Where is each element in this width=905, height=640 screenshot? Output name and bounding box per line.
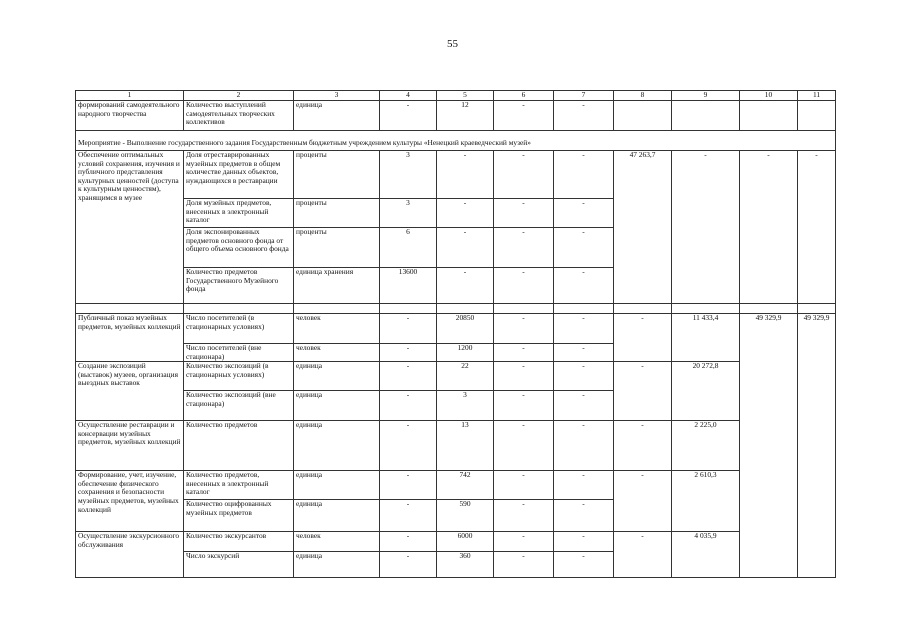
empty-cell xyxy=(437,304,494,314)
table-row xyxy=(76,304,836,314)
empty-cell xyxy=(740,304,798,314)
value-cell: - xyxy=(494,552,554,578)
value-cell: - xyxy=(554,362,614,391)
value-cell: - xyxy=(380,101,437,131)
financing-cell: - xyxy=(798,151,836,304)
value-cell xyxy=(798,101,836,131)
value-cell: - xyxy=(494,199,554,228)
value-cell: - xyxy=(554,391,614,421)
column-number: 5 xyxy=(437,91,494,101)
value-cell: - xyxy=(380,314,437,344)
total-cell: 49 329,9 xyxy=(798,314,836,578)
empty-cell xyxy=(76,304,184,314)
unit-cell: единица xyxy=(294,391,380,421)
unit-cell: единица хранения xyxy=(294,268,380,304)
value-cell: - xyxy=(380,344,437,362)
value-cell: - xyxy=(380,391,437,421)
empty-cell xyxy=(184,304,294,314)
value-cell xyxy=(614,101,672,131)
value-cell: - xyxy=(380,500,437,532)
value-cell: 3 xyxy=(380,199,437,228)
empty-cell xyxy=(554,304,614,314)
table-row xyxy=(76,362,836,391)
financing-cell: - xyxy=(740,151,798,304)
activity-cell: Создание экспозиций (выставок) музеев, организация выездных выставок xyxy=(76,362,184,421)
value-cell: - xyxy=(380,421,437,471)
column-number: 10 xyxy=(740,91,798,101)
indicator-cell: Количество предметов Государственного Музейного фонда xyxy=(184,268,294,304)
value-cell: 1200 xyxy=(437,344,494,362)
activity-cell: Осуществление реставрации и консервации музейных предметов, музейных коллекций xyxy=(76,421,184,471)
indicator-cell: Количество экскурсантов xyxy=(184,532,294,552)
value-cell: - xyxy=(494,151,554,199)
column-number: 8 xyxy=(614,91,672,101)
unit-cell: единица xyxy=(294,471,380,500)
value-cell: 3 xyxy=(380,151,437,199)
indicator-cell: Доля экспонированных предметов основного фонда от общего объема основного фонда xyxy=(184,228,294,268)
unit-cell: проценты xyxy=(294,151,380,199)
column-number: 7 xyxy=(554,91,614,101)
value-cell: - xyxy=(554,471,614,500)
value-cell: - xyxy=(554,500,614,532)
page-number: 55 xyxy=(447,38,458,50)
financing-cell: - xyxy=(614,314,672,362)
column-number: 3 xyxy=(294,91,380,101)
value-cell: 20850 xyxy=(437,314,494,344)
empty-cell xyxy=(798,304,836,314)
table-row xyxy=(76,421,836,471)
value-cell: - xyxy=(494,268,554,304)
financing-cell: - xyxy=(614,532,672,578)
value-cell: 360 xyxy=(437,552,494,578)
value-cell: - xyxy=(380,532,437,552)
unit-cell: единица xyxy=(294,101,380,131)
value-cell: - xyxy=(437,199,494,228)
indicator-cell: Число посетителей (в стационарных условиях) xyxy=(184,314,294,344)
table-body xyxy=(76,91,836,578)
indicator-cell: Количество предметов, внесенных в электронный каталог xyxy=(184,471,294,500)
empty-cell xyxy=(614,304,672,314)
value-cell: - xyxy=(494,228,554,268)
indicator-cell: Доля музейных предметов, внесенных в электронный каталог xyxy=(184,199,294,228)
unit-cell: человек xyxy=(294,532,380,552)
column-number: 1 xyxy=(76,91,184,101)
value-cell: - xyxy=(494,500,554,532)
value-cell xyxy=(672,101,740,131)
value-cell: - xyxy=(494,362,554,391)
table-row xyxy=(76,151,836,199)
value-cell: 6 xyxy=(380,228,437,268)
value-cell: 742 xyxy=(437,471,494,500)
value-cell: 22 xyxy=(437,362,494,391)
indicator-cell: Количество оцифрованных музейных предметов xyxy=(184,500,294,532)
unit-cell: человек xyxy=(294,314,380,344)
activity-cell: Осуществление экскурсионного обслуживания xyxy=(76,532,184,578)
activity-cell: Публичный показ музейных предметов, музейных коллекций xyxy=(76,314,184,362)
value-cell: 13 xyxy=(437,421,494,471)
unit-cell: единица xyxy=(294,552,380,578)
unit-cell: единица xyxy=(294,362,380,391)
table-row xyxy=(76,532,836,552)
indicator-cell: Количество экспозиций (вне стационара) xyxy=(184,391,294,421)
financing-cell: 2 610,3 xyxy=(672,471,740,532)
indicator-cell: Количество экспозиций (в стационарных условиях) xyxy=(184,362,294,391)
value-cell: - xyxy=(554,344,614,362)
financing-cell: 20 272,8 xyxy=(672,362,740,421)
unit-cell: проценты xyxy=(294,199,380,228)
program-table xyxy=(75,90,836,578)
activity-cell: формирований самодеятельного народного творчества xyxy=(76,101,184,131)
financing-cell: - xyxy=(614,421,672,471)
value-cell: - xyxy=(380,362,437,391)
value-cell: - xyxy=(380,471,437,500)
unit-cell: единица xyxy=(294,500,380,532)
value-cell: - xyxy=(437,151,494,199)
value-cell: - xyxy=(554,199,614,228)
column-number: 2 xyxy=(184,91,294,101)
value-cell: - xyxy=(554,532,614,552)
unit-cell: единица xyxy=(294,421,380,471)
table-row xyxy=(76,314,836,344)
empty-cell xyxy=(294,304,380,314)
value-cell: 12 xyxy=(437,101,494,131)
value-cell: 13600 xyxy=(380,268,437,304)
event-title: Мероприятие - Выполнение государственного задания Государственным бюджетным учреждением культуры «Ненецкий краеведческий музей» xyxy=(76,131,836,151)
value-cell: - xyxy=(494,421,554,471)
value-cell: - xyxy=(554,552,614,578)
table-row xyxy=(76,471,836,500)
value-cell: - xyxy=(380,552,437,578)
value-cell: - xyxy=(494,314,554,344)
financing-cell: - xyxy=(614,471,672,532)
value-cell: - xyxy=(437,228,494,268)
value-cell: - xyxy=(554,101,614,131)
financing-cell: 47 263,7 xyxy=(614,151,672,304)
column-number: 6 xyxy=(494,91,554,101)
value-cell: - xyxy=(554,268,614,304)
value-cell: - xyxy=(554,421,614,471)
financing-cell: 4 035,9 xyxy=(672,532,740,578)
unit-cell: человек xyxy=(294,344,380,362)
financing-cell: 2 225,0 xyxy=(672,421,740,471)
value-cell: 590 xyxy=(437,500,494,532)
indicator-cell: Количество выступлений самодеятельных творческих коллективов xyxy=(184,101,294,131)
value-cell: - xyxy=(437,268,494,304)
value-cell: - xyxy=(494,391,554,421)
indicator-cell: Число экскурсий xyxy=(184,552,294,578)
value-cell: 3 xyxy=(437,391,494,421)
empty-cell xyxy=(380,304,437,314)
column-number: 4 xyxy=(380,91,437,101)
value-cell: - xyxy=(494,532,554,552)
value-cell xyxy=(740,101,798,131)
column-number: 11 xyxy=(798,91,836,101)
activity-cell: Формирование, учет, изучение, обеспечение физического сохранения и безопасности музейных предметов, музейных коллекций xyxy=(76,471,184,532)
event-row xyxy=(76,131,836,151)
financing-cell: - xyxy=(614,362,672,421)
financing-cell: 11 433,4 xyxy=(672,314,740,362)
value-cell: - xyxy=(554,151,614,199)
unit-cell: проценты xyxy=(294,228,380,268)
value-cell: - xyxy=(554,228,614,268)
value-cell: 6000 xyxy=(437,532,494,552)
indicator-cell: Количество предметов xyxy=(184,421,294,471)
column-number: 9 xyxy=(672,91,740,101)
value-cell: - xyxy=(494,471,554,500)
activity-cell: Обеспечение оптимальных условий сохранения, изучения и публичного представления культурных ценностей (доступа к культурным ценностям), хранящимся в музее xyxy=(76,151,184,304)
empty-cell xyxy=(672,304,740,314)
financing-cell: - xyxy=(672,151,740,304)
value-cell: - xyxy=(494,344,554,362)
table-row xyxy=(76,101,836,131)
value-cell: - xyxy=(554,314,614,344)
total-cell: 49 329,9 xyxy=(740,314,798,578)
value-cell: - xyxy=(494,101,554,131)
empty-cell xyxy=(494,304,554,314)
column-number-row xyxy=(76,91,836,101)
indicator-cell: Доля отреставрированных музейных предметов в общем количестве данных объектов, нуждающихся в реставрации xyxy=(184,151,294,199)
indicator-cell: Число посетителей (вне стационара) xyxy=(184,344,294,362)
